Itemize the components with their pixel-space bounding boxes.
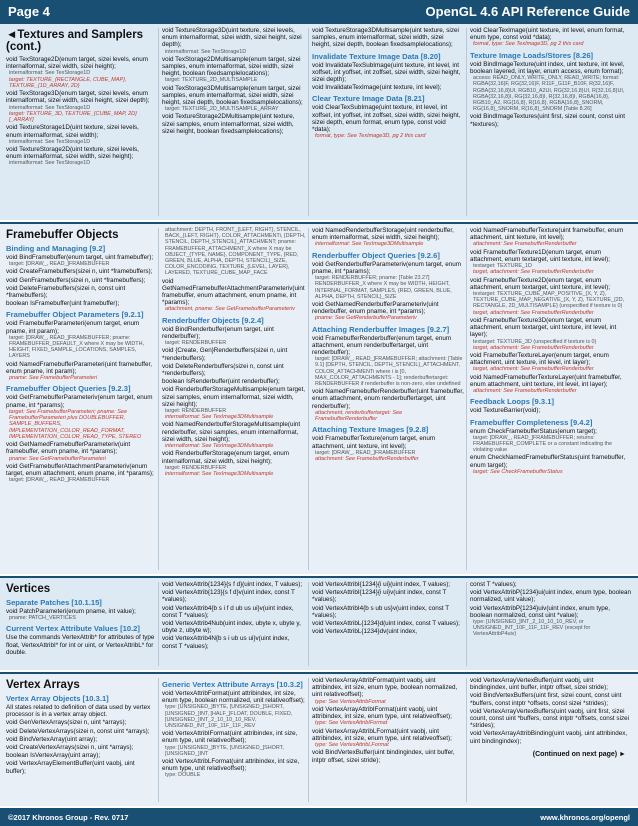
function-signature: void BindFramebuffer(enum target, uint framebuffer); [6,254,154,261]
function-signature: void PatchParameteri(enum pname, int value); [6,608,136,615]
section-column [6,677,156,805]
function-entry [162,27,306,55]
function-entry [312,104,464,139]
function-entry [312,749,464,763]
subsection-heading: Attaching Texture Images [9.2.8] [312,425,429,435]
function-entry [6,728,156,735]
column-divider [308,582,309,666]
function-signature: void VertexAttrib4{b s i f d ub us ui}v(uint index, const T *values); [162,604,294,619]
function-entry [312,261,464,300]
subsection-heading: Framebuffer Completeness [9.4.2] [470,417,593,427]
cross-reference-note: attachment: See FramebufferRenderbuffer [315,456,419,463]
parameter-note: target: RENDERBUFFER [165,464,227,471]
function-entry [470,730,632,744]
function-signature: void BindVertexArray(uint array); [6,735,97,743]
function-entry [6,441,156,462]
function-signature: void VertexAttrib4Nub(uint index, ubyte x, ubyte y, ubyte z, ubyte w); [162,620,301,635]
cross-reference-note: target: TEXTURE_3D, TEXTURE_{CUBE_MAP, 2D}[_ARRAY] [9,110,137,124]
cross-reference-note: type: See VertexAttribIFormat [315,720,388,727]
section-column [312,27,464,219]
function-signature: void RenderbufferStorageMultisample(enum target, sizei samples, enum internalformat, sizei width, sizei height); [162,386,306,408]
function-entry [162,378,306,385]
parameter-note: pname: PATCH_VERTICES [9,615,76,622]
column-divider [158,228,159,570]
parameter-note: textarget: TEXTURE_1D [473,263,532,270]
function-entry [312,605,464,619]
function-signature: void FramebufferTexture(enum target, enum attachment, uint texture, int level); [312,435,436,450]
function-entry [470,317,632,351]
section-column [6,27,156,219]
column-divider [466,678,467,802]
column-divider [308,28,309,216]
function-entry [470,428,632,454]
function-signature: void CreateVertexArrays(sizei n, uint *arrays); [6,744,134,752]
continued-note: (Continued on next page) ► [532,750,626,758]
column-divider [466,28,467,216]
section-title: Framebuffer Objects [6,229,119,241]
cross-reference-note: pname: See GetFramebufferParameteri [9,455,106,462]
column-divider [308,228,309,570]
function-entry [312,628,464,635]
function-signature: void VertexAttribP{1234}uiv(uint index, enum type, boolean normalized, const uint *value); [470,604,611,619]
function-signature: void NamedRenderbufferStorage(uint renderbuffer, enum internalformat, sizei width, sizei height); [312,227,454,242]
cross-reference-note: internalformat: See TexImage3DMultisample [165,414,274,421]
function-signature: void GetNamedFramebufferAttachmentParameteriv(uint framebuffer, enum attachment, enum pname, int *params); [162,277,305,307]
function-entry [312,706,464,727]
function-signature: void FramebufferTexture2D(enum target, enum attachment, enum textarget, uint texture, int level); [470,276,611,291]
function-entry [312,589,464,603]
function-signature: void RenderbufferStorage(enum target, enum internalformat, sizei width, sizei height); [162,450,289,465]
function-entry [470,352,632,373]
function-signature: void VertexAttribI{1234}{i ui}(uint index, T values); [312,581,451,588]
function-signature: void VertexAttrib4N{b s i ub us ui}v(uint index, const T *values); [162,635,290,650]
function-signature: enum CheckNamedFramebufferStatus(uint framebuffer, enum target); [470,454,626,469]
cross-reference-note: type: See VertexAttribLFormat [315,742,389,749]
function-entry [6,760,156,774]
function-entry [6,394,156,440]
function-entry [6,752,156,759]
function-signature: void FramebufferRenderbuffer(enum target, enum attachment, enum renderbuffertarget, uint renderbuffer); [312,334,452,357]
function-entry [312,581,464,588]
function-signature: void GenVertexArrays(sizei n, uint *arrays); [6,719,127,727]
function-entry [312,388,464,422]
section-column [162,677,306,805]
cross-reference-note: attachment, pname: See GetFramebufferParameteriv [165,306,295,313]
section-title: Vertices [6,583,51,595]
function-signature: void GenFramebuffers(sizei n, uint *framebuffers); [6,276,146,284]
section-column [470,677,632,805]
function-signature: void VertexAttrib{123}{s f d}v(uint index, const T *values); [162,589,295,604]
section-framebuffer-objects [0,222,638,574]
function-entry [470,407,632,414]
website-link[interactable]: www.khronos.org/opengl [540,813,630,822]
function-entry [312,435,464,462]
cross-reference-note: pname: See FramebufferParameteri [9,375,98,382]
subsection-heading: Framebuffer Object Parameters [9.2.1] [6,310,144,320]
function-entry [6,608,156,621]
function-signature: void VertexAttribFormat(uint attribindex, int size, enum type, boolean normalized, unit relativeoffset); [162,690,305,705]
parameter-note: internalformat: See TexStorage1D [9,104,91,111]
cross-reference-note: target: See FramebufferParameteri; pname: See FramebufferParameteri plus DOUBLEBUFFER, SAMPLE_BUFFERS, IMPLEMENTATION_COLOR_READ_FORMAT, IMPLEMENTATION_COLOR_READ_TYPE, STEREO [9,408,142,440]
function-entry [162,85,306,113]
column-divider [466,228,467,570]
subsection-heading: Feedback Loops [9.3.1] [470,397,554,407]
function-entry [312,27,464,49]
function-entry [470,454,632,475]
function-signature: void VertexArrayAttribBinding(uint vaobj, uint attribindex, uint bindingindex); [470,730,628,745]
function-signature: void TexStorage2DMultisample(enum target, sizei samples, enum internalformat, sizei width, sizei height, boolean fixedsamplelocations); [162,55,301,78]
cross-reference-note: attachment, renderbuffertarget: See FramebufferRenderbuffer [315,409,403,423]
parameter-note: target: [DRAW_, READ_]FRAMEBUFFER; pname: FRAMEBUFFER_DEFAULT_X where X may be WIDTH, HEIGHT, FIXED_SAMPLE_LOCATIONS, SAMPLES, LAYERS [9,334,144,360]
function-entry [312,84,464,91]
parameter-note: access: READ_ONLY, WRITE_ONLY, READ_WRITE; format: RGBA{32,16}F, RG{32,16}F, R11F_G11F_B10F, R{32,16}F, RGBA{32,16,8}UI, RGB10_A2UI, RG{32,16,8}UI, R{32,16,8}UI, RGBA{32,16,8}I, RG{32,16,8}I, R{32,16,8}I, RGBA{16,8}, RGB10_A2, RG{16,8}, R{16,8}, RGBA{16,8}_SNORM, RG{16,8}_SNORM, R{16,8}_SNORM [Table 8.26] [473,75,625,113]
function-signature: void VertexAttribLFormat(uint attribindex, int size, enum type, unit relativeoffset); [162,758,300,773]
function-entry [162,605,306,619]
section-title: Vertex Arrays [6,679,80,691]
function-signature: void NamedFramebufferTextureLayer(uint framebuffer, enum attachment, uint texture, int level, int layer); [470,373,622,388]
function-entry [6,124,156,145]
function-entry [6,704,156,718]
function-entry [6,736,156,743]
subsection-heading: Framebuffer Object Queries [9.2.3] [6,384,131,394]
subsection-heading: Vertex Array Objects [10.3.1] [6,694,109,703]
function-signature: enum CheckFramebufferStatus(enum target); [470,427,597,435]
function-signature: void NamedFramebufferTexture(uint framebuffer, enum attachment, uint texture, int level); [470,227,624,242]
subsection-heading: Generic Vertex Attribute Arrays [10.3.2] [162,680,303,689]
function-signature: void GetNamedFramebufferParameteriv(uint framebuffer, enum pname, int *params); [6,441,131,456]
function-entry [162,56,306,84]
function-signature: void CreateFramebuffers(sizei n, uint *framebuffers); [6,268,153,276]
parameter-note: type: DOUBLE [165,772,201,779]
subsection-heading: Renderbuffer Objects [9.2.4] [162,315,264,325]
function-signature: void VertexAttrib{1234}{s f d}(uint index, T values); [162,581,303,588]
cross-reference-note: target, attachment: See FramebufferRenderbuffer [473,309,594,316]
function-entry [162,730,306,757]
function-entry [312,620,464,627]
cross-reference-note: internalformat: See TexImage3DMultisample [315,241,424,248]
page-number: Page 4 [8,4,50,19]
function-entry [6,744,156,751]
subsection-heading: Texture Image Loads/Stores [8.26] [470,50,594,60]
parameter-note: textarget: TEXTURE_3D (unspecified if texture is 0) [473,338,597,345]
function-signature: void VertexAttribP{1234}ui(uint index, enum type, boolean normalized, uint value); [470,589,632,604]
section-column [6,581,156,669]
column-divider [158,678,159,802]
function-signature: void NamedRenderbufferStorageMultisample(uint renderbuffer, sizei samples, enum internalformat, sizei width, sizei height); [162,421,301,443]
function-signature: void VertexAttribI{1234}{i ui}v(uint index, const T *values); [312,589,447,604]
function-entry [470,589,632,603]
page-footer [0,808,638,826]
function-signature: void InvalidateTexImage(uint texture, int level); [312,84,442,92]
section-column [162,581,306,669]
function-signature: void TextureStorage3D(uint texture, sizei levels, enum internalformat, sizei width, sizei height, sizei depth); [162,27,302,49]
parameter-note: type: [UNSIGNED_]BYTE, [UNSIGNED_]SHORT, [UNSIGNED_]INT [165,744,284,757]
function-entry [162,450,306,477]
function-signature: void VertexAttribL{1234}d(uint index, const T values); [312,620,460,628]
cross-reference-note: format, type: See TexImage3D, pg 2 this card [473,41,584,48]
subsection-heading: Binding and Managing [9.2] [6,244,106,253]
function-signature: void GetFramebufferParameteriv(enum target, enum pname, int *params); [6,394,153,409]
function-entry [312,677,464,705]
function-signature: void VertexAttribI4{b s ub us}v(uint index, const T *values); [312,604,449,619]
function-entry [470,277,632,316]
function-signature: void VertexAttribIFormat(uint attribindex, int size, enum type, unit relativeoffset); [162,730,298,745]
function-signature: void VertexArrayVertexBuffers(uint vaobj, uint first, sizei count, const uint *buffers, const intptr *offsets, const sizei *strides); [470,707,630,730]
function-signature: void VertexArrayAttribIFormat(uint vaobj, uint attribindex, int size, enum type, uint relativeoffset); [312,705,452,721]
function-signature: void FramebufferTextureLayer(enum target, enum attachment, uint texture, int level, int layer); [470,352,609,367]
function-entry [162,326,306,347]
parameter-note: internalformat: See TexStorage1D [9,70,91,77]
function-entry [6,320,156,359]
function-signature: void GetNamedRenderbufferParameteriv(uint renderbuffer, enum pname, int *params); [312,300,439,316]
parameter-note: target: TEXTURE_2D_MULTISAMPLE [165,77,258,84]
parameter-note: target: RENDERBUFFER [165,407,227,414]
column-divider [158,28,159,216]
function-entry [470,605,632,638]
function-signature: void ClearTexImage(uint texture, int level, enum format, enum type, const void *data); [470,27,625,42]
parameter-note: attachment: DEPTH, FRONT_{LEFT, RIGHT}, STENCIL, BACK_{LEFT, RIGHT}, COLOR_ATTACHMENTi, {DEPTH, STENCIL, DEPTH_STENCIL}_ATTACHMENT; pname: FRAMEBUFFER_ATTACHMENT_X where X may be OBJECT_{TYPE, NAME}, COMPONENT_TYPE, {RED, GREEN, BLUE, ALPHA, DEPTH, STENCIL}_SIZE, COLOR_ENCODING, TEXTURE_{LEVEL, LAYER}, LAYERED, TEXTURE_CUBE_MAP_FACE [165,227,306,277]
section-column [162,227,306,573]
parameter-note: internalformat: See TexStorage1D [9,160,91,167]
function-signature: void TextureStorage2DMultisample(uint texture, sizei samples, enum internalformat, sizei width, sizei height, boolean fixedsamplelocations); [162,113,295,135]
function-entry [470,374,632,395]
function-entry [470,27,632,48]
function-signature: void DeleteVertexArrays(sizei n, const uint *arrays); [6,727,150,735]
function-signature: boolean IsVertexArray(uint array); [6,752,101,760]
cross-reference-note: format, type: See TexImage3D, pg 2 this card [315,133,426,140]
cross-reference-note: attachment: See FramebufferRenderbuffer [473,388,577,395]
section-column [6,227,156,573]
function-entry [162,581,306,588]
column-divider [466,582,467,666]
parameter-note: target: RENDERBUFFER; pname: [Table 23.27] RENDERBUFFER_X where X may be WIDTH, HEIGHT, INTERNAL_FORMAT, SAMPLES, {RED, GREEN, BLUE, ALPHA, DEPTH, STENCIL}_SIZE [315,275,452,300]
function-signature: void BindRenderbuffer(enum target, uint renderbuffer); [162,325,274,340]
function-signature: void FramebufferParameteri(enum target, enum pname, int param); [6,320,140,335]
parameter-note: type: [UNSIGNED_]BYTE, [UNSIGNED_]SHORT, [UNSIGNED_]INT, [HALF_]FLOAT, DOUBLE, FIXED, [UNSIGNED_]INT_2_10_10_10_REV, UNSIGNED_INT_10F_11F_11F_REV [165,704,293,730]
cross-reference-note: target: See CheckFramebufferStatus [473,468,563,475]
function-signature: boolean IsFramebuffer(uint framebuffer); [6,300,120,308]
parameter-note: target: [DRAW_, READ_]FRAMEBUFFER [9,261,110,268]
function-entry [470,113,632,127]
function-entry [6,361,156,382]
section-vertex-arrays [0,672,638,806]
parameter-note: target: RENDERBUFFER [165,340,227,347]
function-signature: void TexStorage3DMultisample(enum target, sizei samples, enum internalformat, sizei width, sizei height, sizei depth, boolean fixedsamplelocations); [162,84,303,107]
function-entry [312,227,464,248]
function-entry [6,254,156,267]
cross-reference-note: internalformat: See TexImage3DMultisample [165,443,274,450]
column-divider [308,678,309,802]
function-entry [162,589,306,603]
function-signature: void BindImageTexture(uint index, uint texture, int level, boolean layered, int layer, enum access, enum format); [470,60,625,75]
function-signature: void VertexAttribL{1234}dv(uint index, [312,628,418,636]
section-title: ◄Textures and Samplers (cont.) [6,29,144,53]
section-column [470,581,632,669]
function-signature: void FramebufferTexture3D(enum target, enum attachment, enum textarget, uint texture, int level, int layer); [470,316,617,339]
function-signature: const T *values); [470,581,517,588]
parameter-note: target: [DRAW_, READ_]FRAMEBUFFER; returns: FRAMEBUFFER_COMPLETE or a constant indicating the violating value [473,434,613,454]
function-signature: void DeleteRenderbuffers(sizei n, const uint *renderbuffers); [162,362,284,377]
parameter-note: target: TEXTURE_2D_MULTISAMPLE_ARRAY [165,106,279,113]
subsection-heading: Current Vertex Attribute Values [10.2] [6,624,140,634]
function-signature: void GetRenderbufferParameteriv(enum target, enum pname, int *params); [312,260,461,275]
function-entry [162,363,306,377]
section-column [470,27,632,219]
cross-reference-note: target, attachment: See FramebufferRenderbuffer [473,344,594,351]
cross-reference-note: target: TEXTURE_{RECTANGLE, CUBE_MAP}, TEXTURE_{1D_ARRAY, 2D} [9,76,127,89]
cross-reference-note: target, attachment: See FramebufferRenderbuffer [473,269,594,276]
function-entry [470,581,632,588]
subsection-heading: Clear Texture Image Data [8.21] [312,94,425,104]
parameter-note: target: [DRAW_, READ_]FRAMEBUFFER [9,477,110,484]
column-divider [158,582,159,666]
subsection-heading: Separate Patches [10.1.15] [6,598,102,607]
function-entry [470,692,632,706]
cross-reference-note: target, attachment: See FramebufferRenderbuffer [473,366,594,373]
section-column [312,227,464,573]
function-signature: boolean IsRenderbuffer(uint renderbuffer); [162,378,280,386]
function-entry [312,62,464,84]
parameter-note: type: [UNSIGNED_]INT_2_10_10_10_REV, or UNSIGNED_INT_10F_11F_11F_REV (except for VertexAttribP4uiv) [473,619,591,638]
section-column [470,227,632,573]
function-signature: void GetFramebufferAttachmentParameteriv(enum target, enum attachment, enum pname, int *params); [6,462,154,478]
function-entry [470,677,632,691]
function-signature: void VertexArrayVertexBuffer(uint vaobj, uint bindingindex, uint buffer, intptr offset, sizei stride); [470,677,609,692]
function-signature: void BindImageTextures(uint first, sizei count, const uint *textures); [470,113,626,128]
function-entry [162,386,306,420]
function-entry [6,634,156,656]
guide-title: OpenGL 4.6 API Reference Guide [425,4,630,19]
function-signature: void VertexArrayElementBuffer(uint vaobj, uint buffer); [6,760,135,775]
copyright: ©2017 Khronos Group - Rev. 0717 [8,813,129,822]
function-entry [162,421,306,449]
cross-reference-note: attachment: See FramebufferRenderbuffer [473,241,577,248]
subsection-heading: Invalidate Texture Image Data [8.20] [312,51,441,61]
function-entry [162,758,306,779]
section-column [162,27,306,219]
function-entry [162,113,306,135]
function-signature: void TextureStorage1D(uint texture, sizei levels, enum internalformat, sizei width); [6,124,139,139]
parameter-note: target: [DRAW_, READ_]FRAMEBUFFER [315,449,416,456]
section-column [312,581,464,669]
section-vertices [0,576,638,670]
function-entry [162,620,306,634]
function-signature: Use the commands VertexAttrib* for attributes of type float, VertexAttribI* for int or uint, or VertexAttribL* for double. [6,634,155,656]
function-entry [6,300,156,307]
parameter-note: target: [DRAW_, READ_]FRAMEBUFFER; attachment: [Table 9.1] {DEPTH, STENCIL, DEPTH_STENCIL}_ATTACHMENT, COLOR_ATTACHMENTi where i is [0, MAX_COLOR_ATTACHMENTS - 1]; renderbuffertarget: RENDERBUFFER if renderbuffer is non-zero, else undefined [315,356,463,388]
function-entry [312,335,464,388]
function-signature: void VertexArrayAttribFormat(uint vaobj, uint attribindex, int size, enum type, boolean normalized, uint relativeoffset); [312,677,458,699]
function-entry [470,227,632,248]
section-textures-samplers [0,22,638,220]
function-entry [6,285,156,299]
cross-reference-note: pname: See GetRenderbufferParameteriv [315,315,417,322]
function-entry [470,249,632,276]
function-entry [6,90,156,123]
function-signature: void NamedFramebufferParameteri(uint framebuffer, enum pname, int param); [6,360,153,375]
function-signature: void TexStorage3D(enum target, sizei levels, enum internalformat, sizei width, sizei height, sizei depth); [6,90,150,105]
function-signature: void BindVertexBuffers(uint first, sizei count, const uint *buffers, const intptr *offsets, const sizei *strides); [470,692,622,707]
parameter-note: internalformat: See TexStorage1D [165,48,247,55]
function-entry [470,708,632,730]
function-signature: void TextureStorage3DMultisample(uint texture, sizei samples, enum internalformat, sizei width, sizei height, sizei depth, boolean fixedsamplelocations); [312,27,459,49]
function-signature: void BindVertexBuffer(uint bindingindex, uint buffer, intptr offset, sizei stride); [312,749,455,764]
function-entry [6,146,156,167]
function-signature: void TexStorage2D(enum target, sizei levels, enum internalformat, sizei width, sizei height); [6,56,148,71]
function-entry [162,278,306,313]
function-entry [162,347,306,361]
function-signature: void FramebufferTexture1D(enum target, enum attachment, enum textarget, uint texture, int level); [470,248,611,263]
section-column [312,677,464,805]
function-signature: void {Create, Gen}Renderbuffers(sizei n, uint *renderbuffers); [162,347,288,362]
function-signature: void ClearTexSubImage(uint texture, int level, int xoffset, int yoffset, int zoffset, sizei width, sizei height, sizei depth, enum format, enum type, const void *data); [312,104,461,134]
function-entry [162,690,306,729]
function-signature: All states related to definition of data used by vertex processor is in a vertex array object. [6,704,151,719]
function-entry [6,277,156,284]
function-entry [470,61,632,113]
function-signature: void VertexArrayAttribLFormat(uint vaobj, uint attribindex, int size, enum type, uint relativeoffset); [312,727,452,742]
function-entry [6,719,156,726]
subsection-heading: Renderbuffer Object Queries [9.2.6] [312,250,440,260]
function-entry [162,635,306,649]
function-signature: void InvalidateTexSubImage(uint texture, int level, int xoffset, int yoffset, int zoffset, sizei width, sizei height, sizei depth); [312,61,461,84]
function-signature: void DeleteFramebuffers(sizei n, const uint *framebuffers); [6,284,126,300]
function-entry [6,463,156,484]
cross-reference-note: type: See VertexAttribFormat [315,698,386,705]
function-signature: void NamedFramebufferRenderbuffer(uint framebuffer, enum attachment, enum renderbuffertarget, uint renderbuffer); [312,388,464,410]
function-entry [6,268,156,275]
page-header [0,0,638,22]
function-entry [162,227,306,277]
function-entry [312,728,464,749]
parameter-note: textarget: TEXTURE_CUBE_MAP_POSITIVE_{X, Y, Z}, TEXTURE_CUBE_MAP_NEGATIVE_{X, Y, Z}, TEXTURE_{2D, RECTANGLE, 2D_MULTISAMPLE} (unspecified if texture is 0) [473,291,625,310]
cross-reference-note: internalformat: See TexImage3DMultisample [165,470,274,477]
function-signature: void TextureBarrier(void); [470,407,541,415]
function-signature: void TextureStorage2D(uint texture, sizei levels, enum internalformat, sizei width, sizei height); [6,146,139,161]
parameter-note: internalformat: See TexStorage1D [9,138,91,145]
function-entry [6,56,156,89]
function-entry [312,301,464,322]
subsection-heading: Attaching Renderbuffer Images [9.2.7] [312,324,450,334]
